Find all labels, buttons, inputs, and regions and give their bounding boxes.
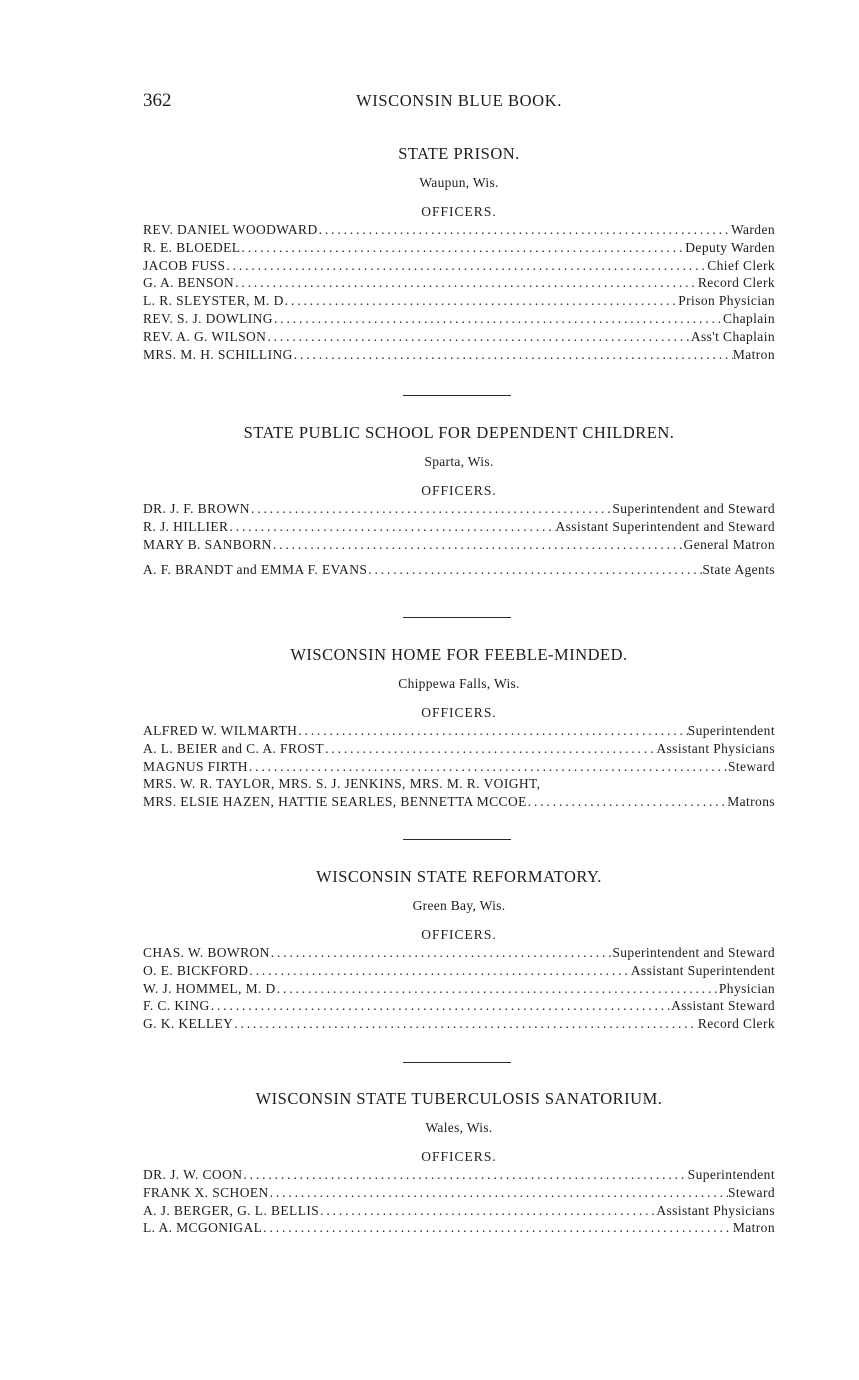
officer-name: MRS. M. H. SCHILLING: [143, 346, 293, 362]
officer-row: [143, 997, 775, 1015]
dot-leader: [527, 793, 727, 811]
officer-title: Deputy Warden: [685, 239, 775, 255]
dot-leader: [270, 944, 613, 962]
dot-leader: [242, 1166, 687, 1184]
section-title: STATE PUBLIC SCHOOL FOR DEPENDENT CHILDREN.: [243, 423, 675, 442]
officer-title: Assistant Superintendent and Steward: [555, 518, 775, 534]
officer-title: Chaplain: [723, 310, 775, 326]
section-place: Wales, Wis.: [425, 1120, 493, 1135]
officer-list: [143, 944, 775, 1033]
officer-row: [143, 346, 775, 364]
section-divider: [403, 617, 511, 618]
section-state-reformatory: [143, 866, 775, 1033]
officer-row: [143, 239, 775, 257]
section-place: Chippewa Falls, Wis.: [398, 676, 520, 691]
officer-name: JACOB FUSS: [143, 257, 226, 273]
officer-row: [143, 962, 775, 980]
officer-title: Ass't Chaplain: [690, 328, 775, 344]
officer-name: W. J. HOMMEL, M. D: [143, 980, 276, 996]
dot-leader: [225, 257, 707, 275]
officer-name: F. C. KING: [143, 998, 210, 1014]
dot-leader: [276, 980, 719, 998]
section-place: Waupun, Wis.: [419, 175, 499, 190]
officer-name: MRS. ELSIE HAZEN, HATTIE SEARLES, BENNETTA MCCOE: [143, 794, 527, 810]
officer-row: [143, 944, 775, 962]
dot-leader: [324, 740, 656, 758]
page-header: [143, 90, 775, 116]
section-title: WISCONSIN STATE REFORMATORY.: [316, 867, 602, 886]
section-divider: [403, 1062, 511, 1063]
page-number: 362: [143, 90, 172, 111]
section-divider: [403, 395, 511, 396]
dot-leader: [210, 997, 671, 1015]
section-place: Green Bay, Wis.: [412, 898, 506, 913]
officer-list: [143, 1166, 775, 1237]
officer-title: Superintendent: [687, 1167, 775, 1182]
dot-leader: [228, 518, 555, 536]
dot-leader: [248, 962, 630, 980]
officer-name: L. A. MCGONIGAL: [143, 1220, 263, 1236]
officer-row: [143, 292, 775, 310]
agents-row: [143, 561, 775, 579]
officer-title: Record Clerk: [697, 275, 775, 291]
officer-row: [143, 758, 775, 776]
officer-title: Superintendent: [687, 723, 775, 738]
officer-row: [143, 500, 775, 518]
section-home-feeble-minded: [143, 644, 775, 811]
section-divider: [403, 839, 511, 840]
officer-name: DR. J. W. COON: [143, 1167, 243, 1182]
officer-title: Assistant Physicians: [656, 1202, 775, 1218]
dot-leader: [297, 722, 687, 740]
dot-leader: [234, 274, 698, 292]
officer-name: MARY B. SANBORN: [143, 536, 272, 552]
dot-leader: [233, 1015, 698, 1033]
officer-name: REV. DANIEL WOODWARD: [143, 222, 318, 237]
officer-row: [143, 328, 775, 346]
section-title: WISCONSIN HOME FOR FEEBLE-MINDED.: [290, 645, 628, 664]
officers-heading: OFFICERS.: [421, 1149, 497, 1164]
section-tuberculosis-sanatorium: [143, 1088, 775, 1237]
officer-title: Prison Physician: [678, 293, 775, 309]
officer-title: Matrons: [727, 794, 775, 810]
officer-title: Steward: [727, 1184, 775, 1200]
officers-heading: OFFICERS.: [421, 705, 497, 720]
dot-leader: [266, 328, 691, 346]
officer-title: Warden: [730, 222, 775, 237]
officer-title: Physician: [718, 980, 775, 996]
dot-leader: [269, 1184, 728, 1202]
dot-leader: [318, 221, 731, 239]
officer-list: [143, 500, 775, 579]
running-title: WISCONSIN BLUE BOOK.: [356, 91, 562, 110]
officer-row: [143, 310, 775, 328]
section-title: STATE PRISON.: [398, 144, 520, 163]
officer-name: REV. S. J. DOWLING: [143, 310, 273, 326]
dot-leader: [250, 500, 612, 518]
officer-title: Matron: [732, 1220, 775, 1236]
officer-title: General Matron: [683, 536, 775, 552]
officer-name: A. L. BEIER and C. A. FROST: [143, 740, 325, 756]
officer-name: G. A. BENSON: [143, 275, 235, 291]
officer-row: [143, 722, 775, 740]
officer-title: Superintendent and Steward: [612, 945, 775, 960]
dot-leader: [293, 346, 733, 364]
officer-name: R. E. BLOEDEL: [143, 239, 241, 255]
officer-list: [143, 221, 775, 363]
officer-name: DR. J. F. BROWN: [143, 501, 250, 516]
officer-name: ALFRED W. WILMARTH: [143, 723, 298, 738]
officer-row: [143, 1202, 775, 1220]
officer-title: Record Clerk: [697, 1016, 775, 1032]
section-state-prison: [143, 143, 775, 363]
dot-leader: [284, 292, 678, 310]
officers-heading: OFFICERS.: [421, 483, 497, 498]
section-state-public-school: [143, 422, 775, 579]
officer-row: [143, 518, 775, 536]
officer-name: A. J. BERGER, G. L. BELLIS: [143, 1202, 320, 1218]
officer-name: G. K. KELLEY: [143, 1016, 234, 1032]
officer-title: Assistant Superintendent: [630, 962, 775, 978]
officer-row: [143, 1184, 775, 1202]
officer-name: MAGNUS FIRTH: [143, 758, 248, 774]
officer-row: [143, 274, 775, 292]
officer-title: Superintendent and Steward: [612, 501, 775, 516]
officers-heading: OFFICERS.: [421, 927, 497, 942]
officer-name: REV. A. G. WILSON: [143, 328, 267, 344]
dot-leader: [367, 561, 702, 579]
officer-name: O. E. BICKFORD: [143, 962, 249, 978]
section-title: WISCONSIN STATE TUBERCULOSIS SANATORIUM.: [255, 1089, 663, 1108]
dot-leader: [319, 1202, 656, 1220]
officer-name: FRANK X. SCHOEN: [143, 1184, 269, 1200]
officer-row: [143, 980, 775, 998]
officer-row: [143, 1015, 775, 1033]
officer-name: A. F. BRANDT and EMMA F. EVANS: [143, 562, 368, 578]
officer-name: R. J. HILLIER: [143, 518, 229, 534]
dot-leader: [248, 758, 728, 776]
officer-title: Chief Clerk: [707, 257, 775, 273]
officer-list: [143, 722, 775, 811]
officer-row: [143, 740, 775, 758]
officer-title: Matron: [732, 346, 775, 362]
officer-name: CHAS. W. BOWRON: [143, 945, 270, 960]
officer-title: Steward: [727, 758, 775, 774]
officer-title: Assistant Physicians: [656, 740, 775, 756]
section-place: Sparta, Wis.: [424, 454, 494, 469]
officer-title: State Agents: [702, 562, 775, 578]
officer-name: L. R. SLEYSTER, M. D: [143, 293, 284, 309]
officer-row: [143, 793, 775, 811]
officer-row: [143, 221, 775, 239]
officer-row: [143, 1219, 775, 1237]
officers-heading: OFFICERS.: [421, 204, 497, 219]
dot-leader: [273, 310, 723, 328]
dot-leader: [240, 239, 685, 257]
officer-row: [143, 257, 775, 275]
officer-row: [143, 1166, 775, 1184]
dot-leader: [262, 1219, 733, 1237]
matrons-line: MRS. W. R. TAYLOR, MRS. S. J. JENKINS, MRS. M. R. VOIGHT,: [143, 776, 541, 792]
officer-title: Assistant Steward: [671, 998, 775, 1014]
officer-row: [143, 536, 775, 554]
dot-leader: [272, 536, 684, 554]
